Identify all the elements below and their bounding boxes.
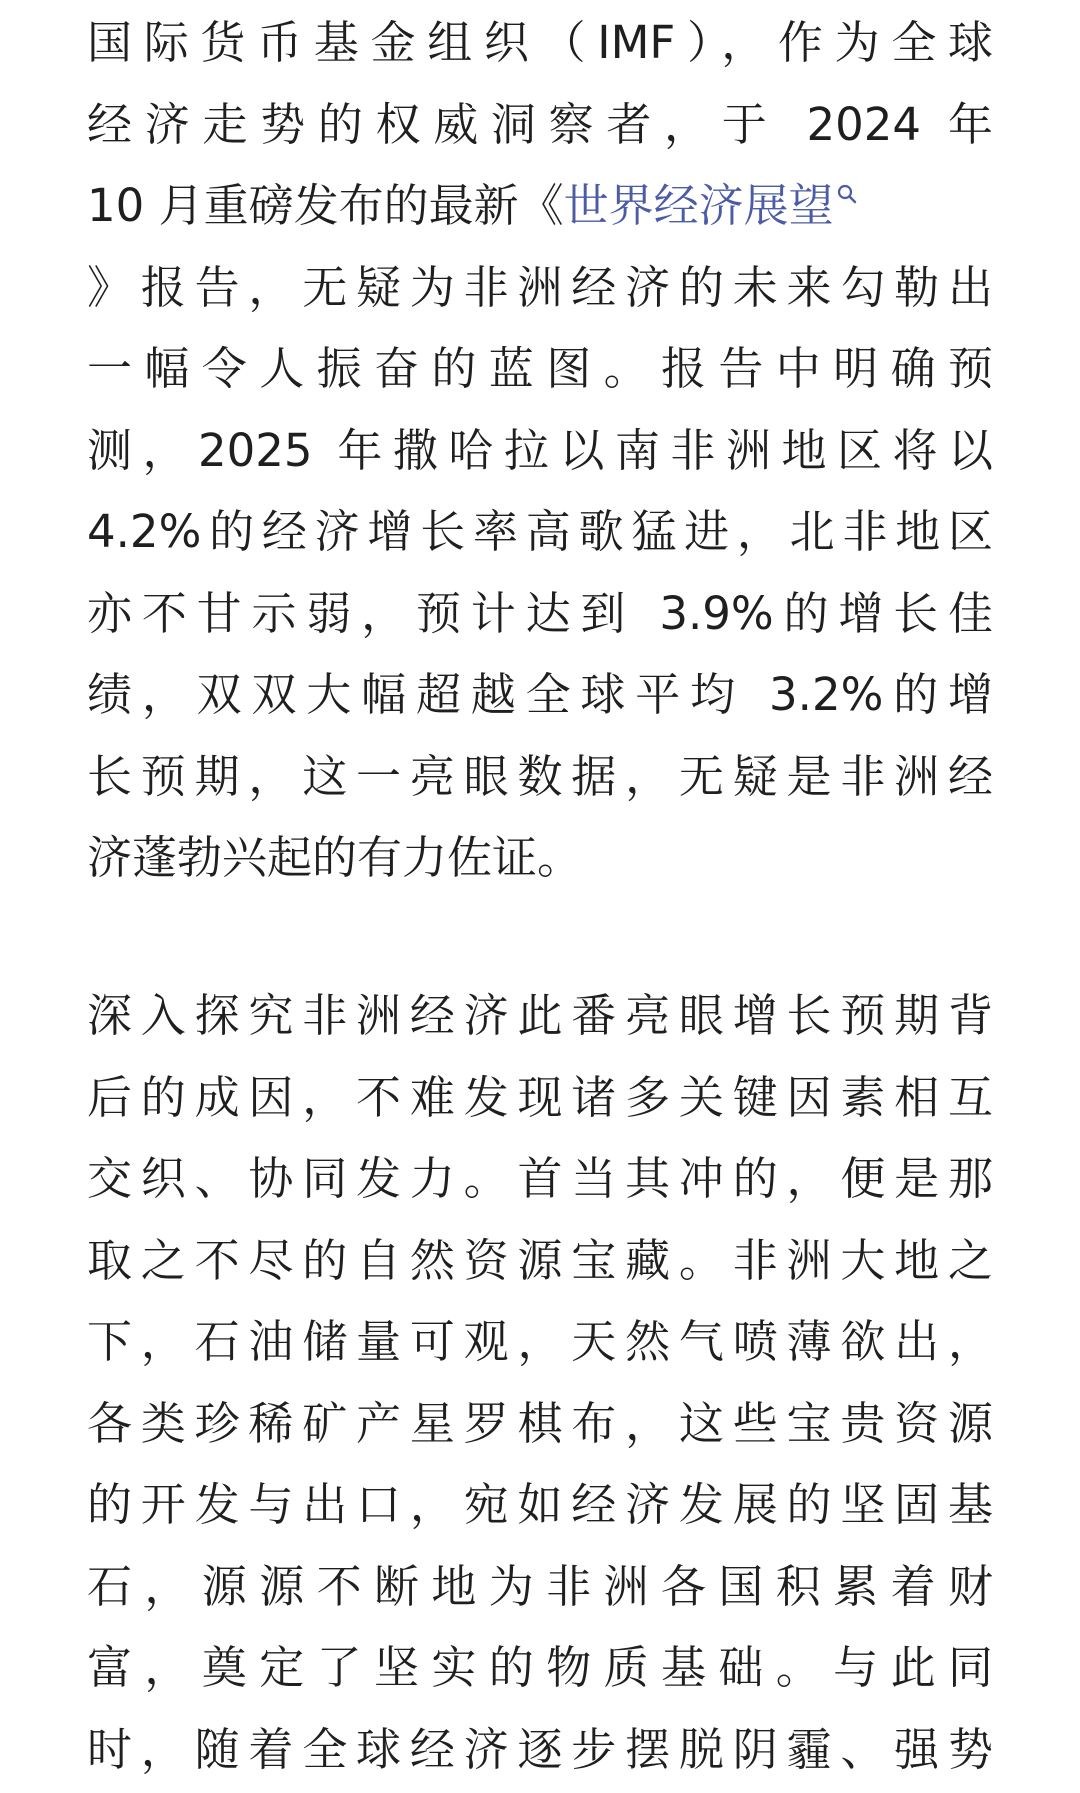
text-line: 交织、协同发力。首当其冲的，便是那 [87, 1152, 993, 1205]
text-line: 取之不尽的自然资源宝藏。非洲大地之 [87, 1233, 993, 1287]
text-line: 经济走势的权威洞察者，于 2024 年 [87, 97, 993, 151]
search-icon[interactable] [836, 171, 858, 193]
text-line-with-link [87, 165, 993, 247]
text-line: 石，源源不断地为非洲各国积累着财 [87, 1559, 993, 1613]
paragraph-1 [87, 2, 993, 899]
text-line: 长预期，这一亮眼数据，无疑是非洲经 [87, 749, 993, 803]
text-line: 时，随着全球经济逐步摆脱阴霾、强势 [87, 1722, 993, 1776]
text-line: 的开发与出口，宛如经济发展的坚固基 [87, 1478, 993, 1531]
text-line: 4.2%的经济增长率高歌猛进，北非地区 [87, 505, 993, 558]
text-line: 》报告，无疑为非洲经济的未来勾勒出 [87, 260, 993, 314]
text-line: 10 月重磅发布的最新《 [87, 179, 564, 232]
text-line: 一幅令人振奋的蓝图。报告中明确预 [87, 342, 993, 395]
search-link[interactable]: 世界经济展望 [563, 179, 834, 232]
text-line: 深入探究非洲经济此番亮眼增长预期背 [87, 989, 993, 1042]
text-line: 济蓬勃兴起的有力佐证。 [87, 831, 583, 884]
text-line: 亦不甘示弱，预计达到 3.9%的增长佳 [87, 586, 993, 640]
paragraph-2 [87, 975, 993, 1790]
text-line: 国际货币基金组织（IMF），作为全球 [87, 16, 993, 69]
text-line: 绩，双双大幅超越全球平均 3.2%的增 [87, 668, 993, 721]
text-line: 测，2025 年撒哈拉以南非洲地区将以 [87, 423, 993, 477]
text-line: 下，石油储量可观，天然气喷薄欲出， [87, 1315, 993, 1368]
text-line: 后的成因，不难发现诸多关键因素相互 [87, 1070, 993, 1124]
text-line: 各类珍稀矿产星罗棋布，这些宝贵资源 [87, 1396, 993, 1450]
text-line: 富，奠定了坚实的物质基础。与此同 [87, 1641, 993, 1694]
